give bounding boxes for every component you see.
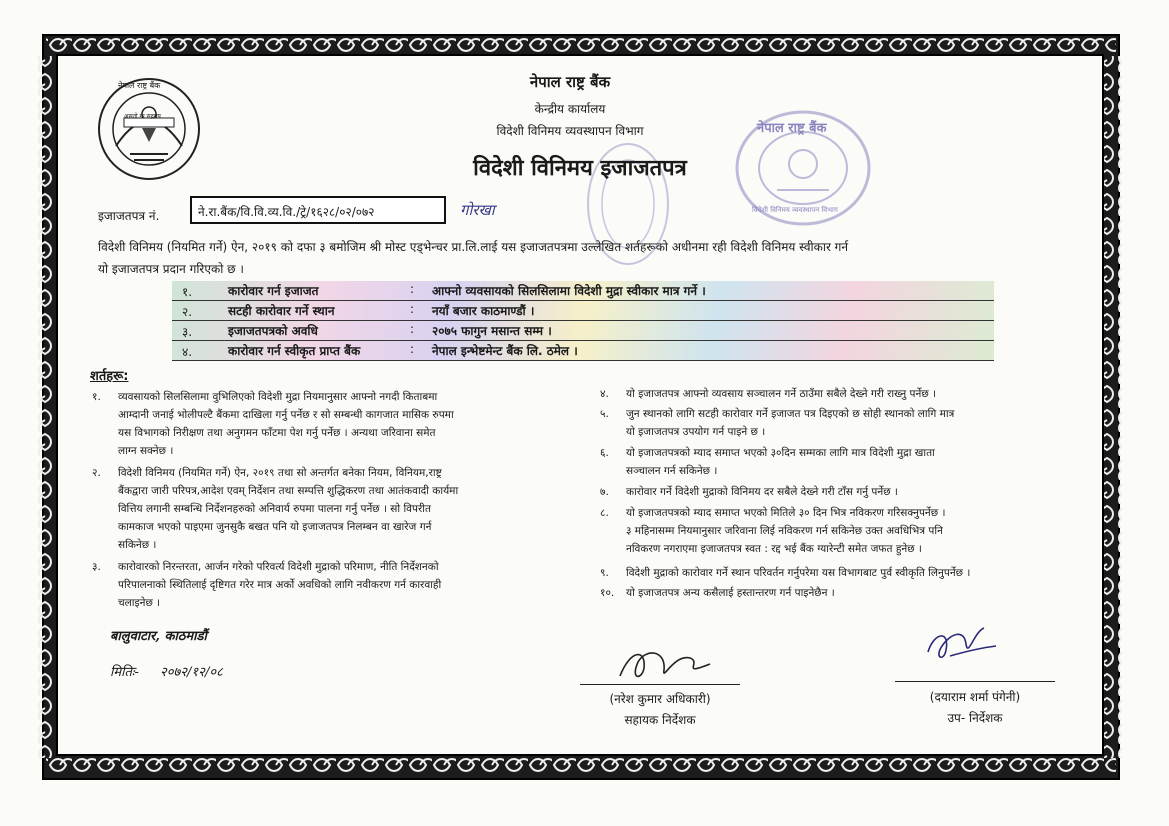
department-name: विदेशी विनिमय व्यवस्थापन विभाग [496, 124, 644, 138]
term-text: जुन स्थानको लागि सटही कारोवार गर्ने इजाजत पत्र दिइएको छ सोही स्थानको लागि मात्र यो इजाजतपत्र उपयोग गर्न पाइने छ । [626, 408, 955, 438]
handwritten-note: गोरखा [460, 201, 495, 219]
signatory-1-name: (नरेश कुमार अधिकारी) [609, 692, 711, 706]
detail-label: सटही कारोवार गर्ने स्थान [228, 304, 335, 318]
intro-text-line2: यो इजाजतपत्र प्रदान गरिएको छ । [98, 262, 244, 276]
stamp-subtext: विदेशी विनिमय व्यवस्थापन विभाग [752, 206, 838, 214]
term-item [600, 385, 1090, 403]
document-title: विदेशी विनिमय इजाजतपत्र [473, 156, 687, 181]
term-text: विदेशी मुद्राको कारोवार गर्ने स्थान परिवर्तन गर्नुपरेमा यस विभागबाट पुर्व स्वीकृति लिनुपर्नेछ । [626, 567, 971, 579]
signatory-2-title: उप- निर्देशक [947, 711, 1003, 725]
term-text: व्यवसायको सिलसिलामा वुभिलिएको विदेशी मुद्रा नियमानुसार आफ्नो नगदी किताबमा आम्दानी जनाई भोलीपल्टै बैंकमा दाखिला गर्नु पर्नेछ र सो सम्बन्धी कागजात मासिक रुपमा यस विभागको निरीक्षण तथा अनुगमन फाँटमा पेश गर्नु पर्नेछ । अन्यथा जरिवाना समेत लाग्न सक्नेछ । [118, 391, 454, 457]
detail-colon: : [410, 302, 415, 316]
term-item [600, 504, 1090, 560]
stamp-text: नेपाल राष्ट्र बैंक [757, 121, 827, 136]
detail-value: नेपाल इन्भेष्टमेन्ट बैंक लि. ठमेल । [432, 344, 578, 358]
permit-number: ने.रा.बैंक/वि.वि.व्य.वि./ट्रे/१६२८/०२/०७२ [198, 205, 375, 219]
term-number: ८. [600, 507, 609, 519]
term-number: २. [92, 467, 101, 479]
term-item [92, 464, 582, 556]
term-item [92, 558, 582, 614]
term-item [600, 405, 1090, 441]
term-item [600, 584, 1090, 602]
term-item [600, 483, 1090, 501]
permit-details-table [172, 281, 994, 360]
detail-value: नयाँ बजार काठमाण्डौं । [432, 304, 535, 318]
detail-number: ३. [182, 325, 193, 339]
term-text: यो इजाजतपत्रको म्याद समाप्त भएको ३०दिन सम्मका लागि मात्र विदेशी मुद्रा खाता सञ्चालन गर्न सकिनेछ । [626, 447, 935, 477]
detail-number: १. [182, 285, 193, 299]
intro-text-line1: विदेशी विनिमय (नियमित गर्ने) ऐन, २०१९ को दफा ३ बमोजिम श्री मोस्ट एड्भेन्चर प्रा.लि.लाई यस इजाजतपत्रमा उल्लेखित शर्तहरूको अधीनमा रही विदेशी विनिमय स्वीकार गर्न [98, 240, 849, 254]
term-text: यो इजाजतपत्र अन्य कसैलाई हस्तान्तरण गर्न पाइनेछैन । [626, 587, 835, 599]
detail-colon: : [410, 282, 415, 296]
term-number: ९. [600, 567, 609, 579]
detail-label: कारोवार गर्न इजाजत [228, 284, 319, 298]
signature-1-icon [610, 640, 720, 688]
detail-colon: : [410, 342, 415, 356]
detail-row [172, 341, 994, 361]
signature-2-line [895, 681, 1055, 682]
issue-date-value: २०७२/१२/०८ [160, 665, 223, 680]
signatory-2-name: (दयाराम शर्मा पंगेनी) [929, 690, 1021, 704]
term-number: ४. [600, 388, 609, 400]
term-number: १. [92, 391, 101, 403]
term-item [92, 388, 582, 462]
term-number: ६. [600, 447, 609, 459]
term-number: १०. [600, 587, 615, 599]
organization-name: नेपाल राष्ट्र बैंक [529, 73, 611, 91]
term-number: ५. [600, 408, 609, 420]
detail-value: २०७५ फागुन मसान्त सम्म । [432, 324, 552, 338]
term-text: विदेशी विनिमय (नियमित गर्ने) ऐन, २०१९ तथा सो अन्तर्गत बनेका नियम, विनियम,राष्ट्र बैंकद्वारा जारी परिपत्र,आदेश एवम् निर्देशन तथा सम्पत्ति शुद्धिकरण तथा आतंकवादी कार्यमा वित्तिय लगानी सम्बन्धि निर्देशनहरुको अनिवार्य रुपमा पालना गर्नु पर्नेछ । सो विपरीत कामकाज भएको पाइएमा जुनसुकै बखत पनि यो इजाजतपत्र निलम्बन वा खारेज गर्न सकिनेछ । [118, 467, 459, 551]
nepal-rastra-bank-seal-icon [96, 76, 202, 182]
detail-number: २. [182, 305, 193, 319]
term-number: ७. [600, 486, 609, 498]
term-item [600, 564, 1090, 582]
term-number: ३. [92, 561, 101, 573]
term-item [600, 444, 1090, 480]
term-text: यो इजाजतपत्रको म्याद समाप्त भएको मितिले ३० दिन भित्र नविकरण गरिसक्नुपर्नेछ । ३ महिनासम्म नियमानुसार जरिवाना लिई नविकरण गर्न सकिनेछ उक्त अवधिभित्र पनि नविकरण नगराएमा इजाजतपत्र स्वत : रद्द भई बैंक ग्यारेन्टी समेत जफत हुनेछ । [626, 507, 946, 555]
detail-label: इजाजतपत्रको अवधि [228, 324, 318, 338]
seal-top-text: नेपाल राष्ट्र बैंक [118, 81, 161, 90]
issue-place: बालुवाटार, काठमाडौं [110, 629, 207, 644]
signatory-1-title: सहायक निर्देशक [624, 713, 696, 727]
detail-row [172, 281, 994, 301]
detail-row [172, 321, 994, 341]
detail-row [172, 301, 994, 321]
detail-label: कारोवार गर्न स्वीकृत प्राप्त बैंक [228, 344, 361, 358]
detail-number: ४. [182, 345, 193, 359]
term-text: यो इजाजतपत्र आफ्नो व्यवसाय सञ्चालन गर्ने ठाउँमा सबैले देख्ने गरी राख्नु पर्नेछ । [626, 388, 936, 400]
terms-heading: शर्तहरू: [90, 369, 129, 384]
term-text: कारोवार गर्ने विदेशी मुद्राको विनिमय दर सबैले देख्ने गरी टाँस गर्नु पर्नेछ । [626, 486, 898, 498]
signature-2-icon [920, 622, 1000, 670]
signature-1-line [580, 684, 740, 685]
detail-colon: : [410, 322, 415, 336]
seal-motto: असतो मा सद्गमय [124, 113, 161, 120]
issue-date-label: मितिः- [110, 665, 139, 680]
detail-value: आफ्नो व्यवसायको सिलसिलामा विदेशी मुद्रा स्वीकार मात्र गर्ने । [432, 284, 706, 298]
office-name: केन्द्रीय कार्यालय [534, 102, 606, 116]
term-text: कारोवारको निरन्तरता, आर्जन गरेको परिवर्त्य विदेशी मुद्राको परिमाण, नीति निर्देशनको परिपालनाको स्थितिलाई दृष्टिगत गरेर मात्र अर्को अवधिको लागि नवीकरण गर्न कारवाही चलाइनेछ । [118, 561, 442, 609]
permit-number-label: इजाजतपत्र नं. [98, 209, 160, 223]
